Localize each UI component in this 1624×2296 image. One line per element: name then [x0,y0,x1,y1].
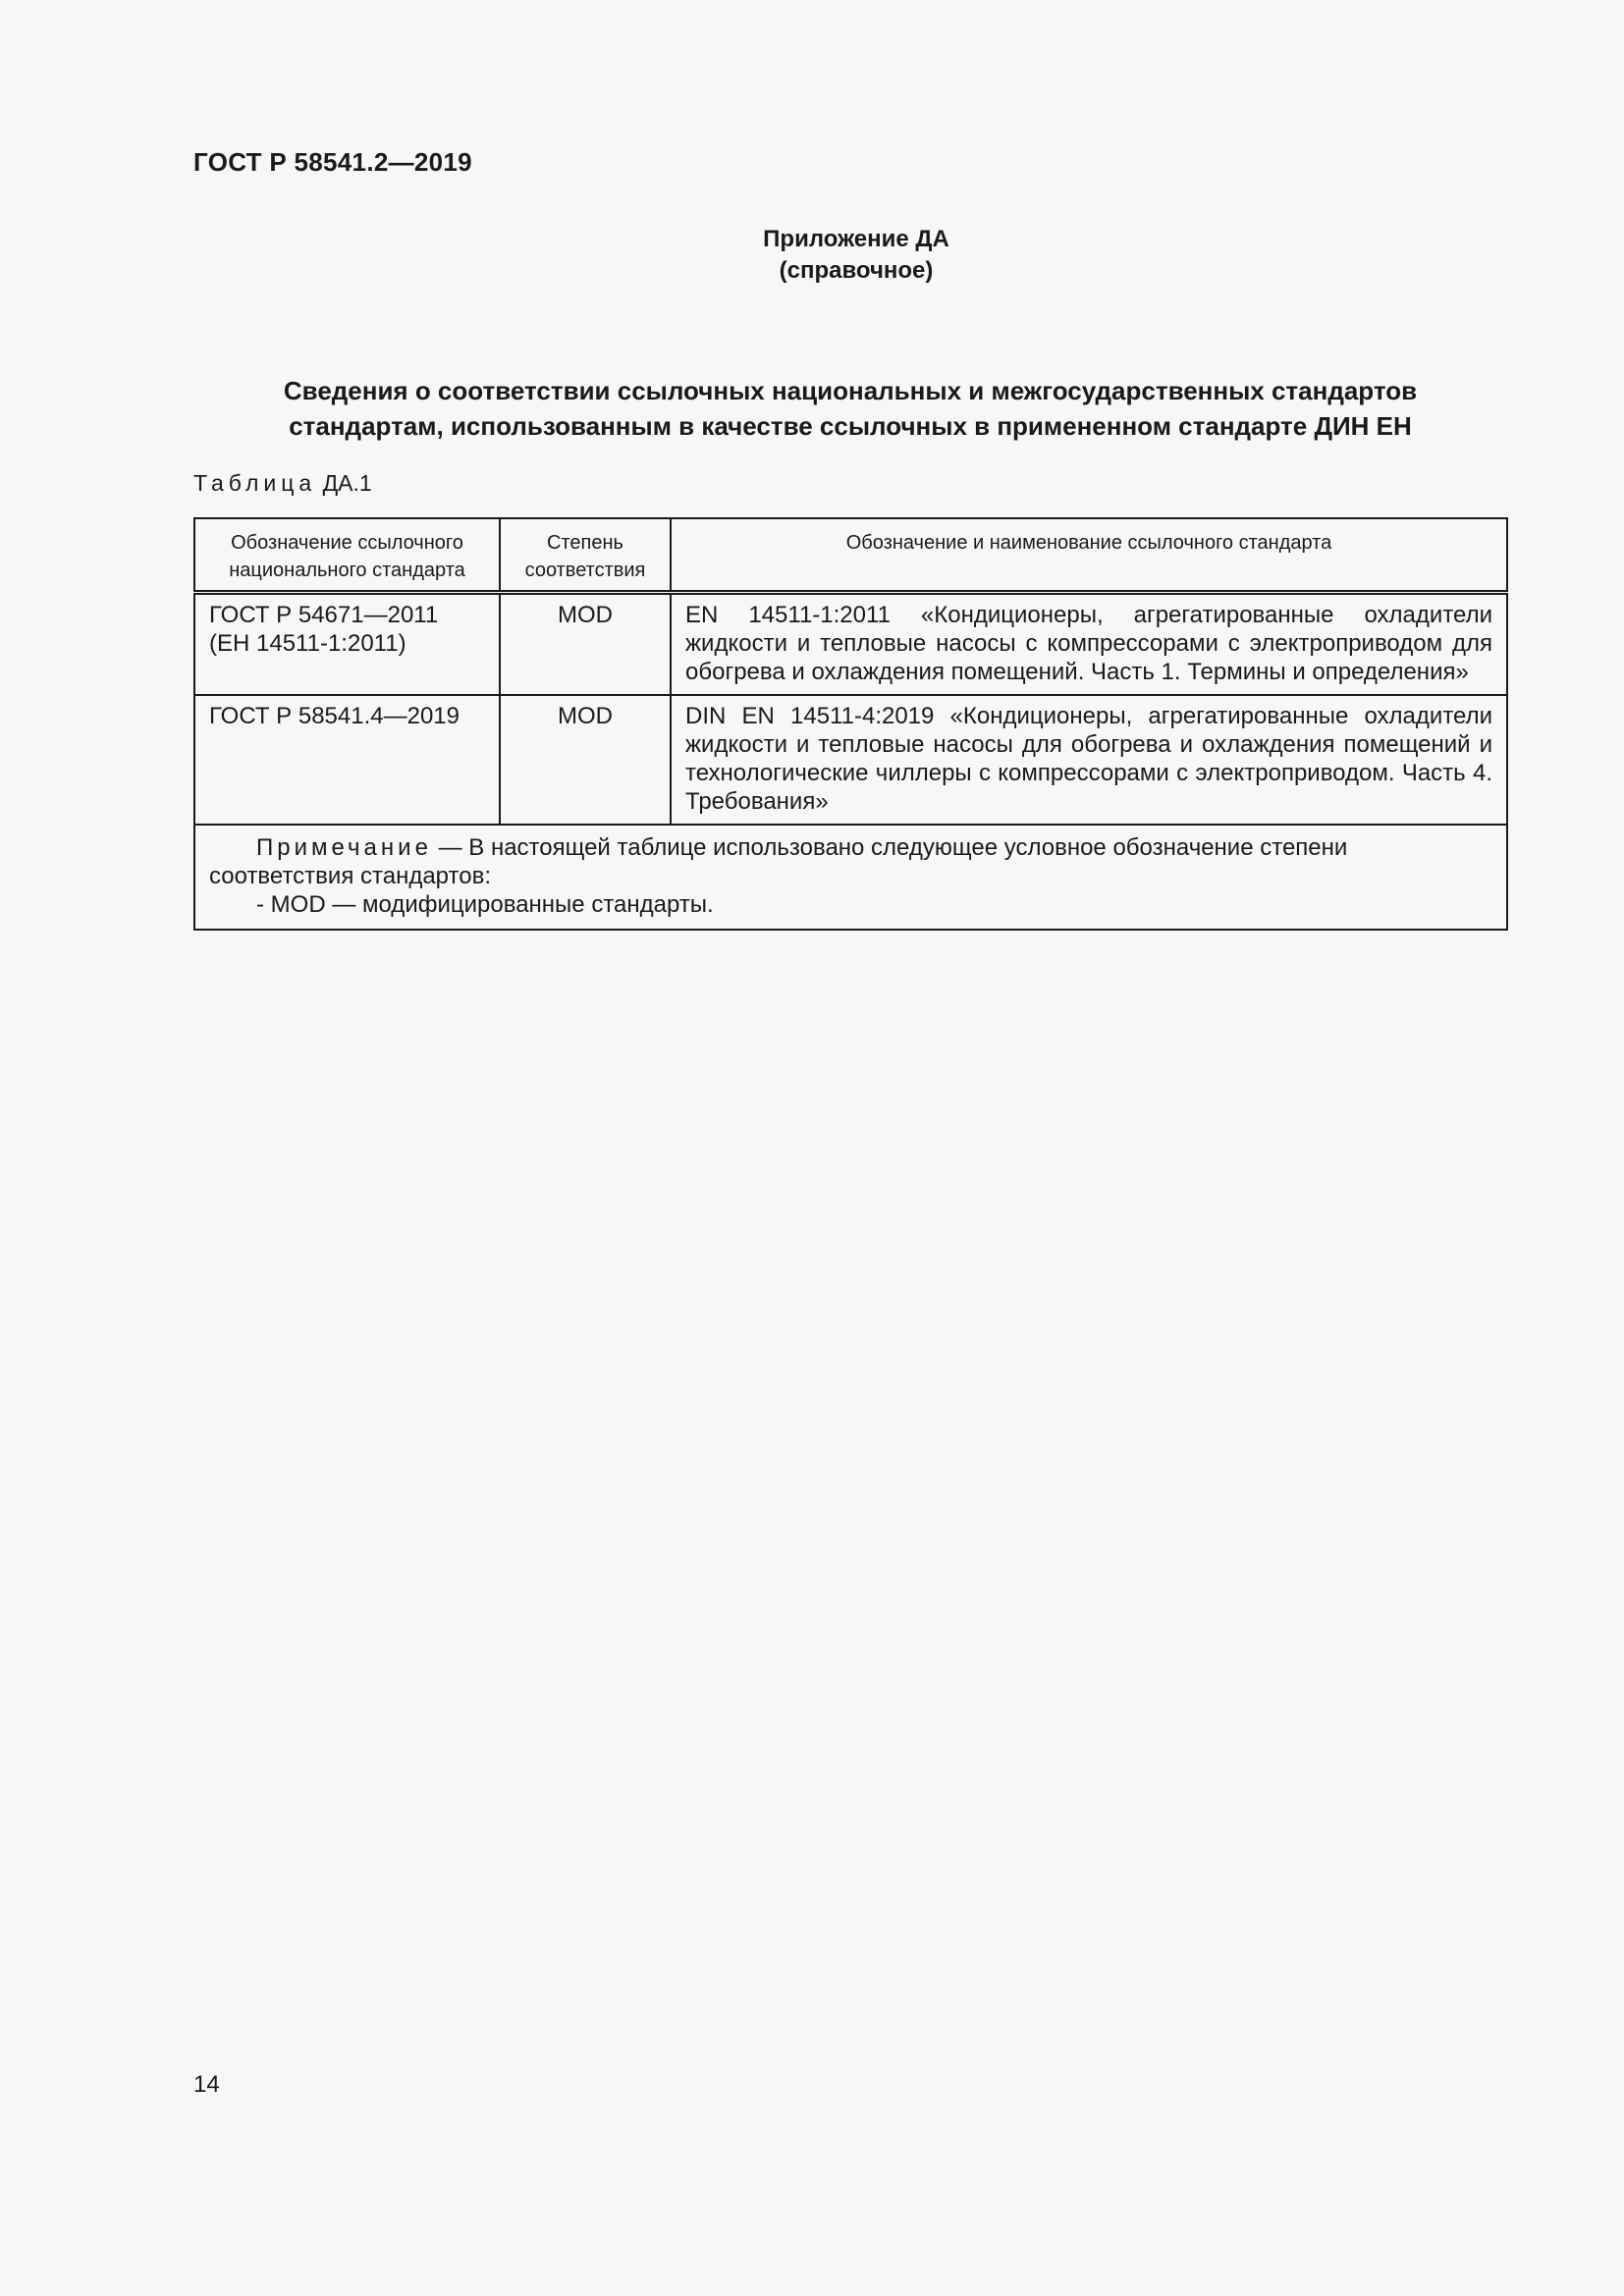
header-designation-line2: национального стандарта [229,560,465,581]
section-title-line1: Сведения о соответствии ссылочных национальных и межгосударственных стандартов [283,376,1418,405]
header-reference [671,518,1507,593]
row-reference: EN 14511-1:2011 «Кондиционеры, агрегатированные охладители жидкости и тепловые насосы с компрессорами с электроприводом для обогрева и охлаждения помещений. Часть 1. Термины и определения» [671,593,1507,696]
row-designation [194,695,500,825]
header-degree [500,518,671,593]
header-degree-line2: соответствия [524,560,646,581]
note-body: — В настоящей таблице использовано следующее условное обозначение степени соответствия стандартов: [209,834,1348,889]
header-designation [194,518,500,593]
appendix-subtitle: (справочное) [779,257,934,284]
standards-table [193,517,1508,931]
note-item: - MOD — модифицированные стандарты. [256,891,714,918]
row-reference: DIN EN 14511-4:2019 «Кондиционеры, агрегатированные охладители жидкости и тепловые насосы для обогрева и охлаждения помещений и технологические чиллеры с компрессорами с электроприводом. Часть 4. Требования» [671,695,1507,825]
document-code: ГОСТ Р 58541.2—2019 [193,147,472,177]
section-title-line2: стандартам, использованным в качестве ссылочных в примененном стандарте ДИН ЕН [289,411,1412,441]
section-title [193,373,1507,444]
table-note [194,825,1507,930]
row-degree: MOD [500,593,671,696]
appendix-heading [0,224,1624,287]
table-caption [193,470,372,497]
table-header-row [194,518,1507,593]
table-caption-number: ДА.1 [322,470,372,496]
table-row [194,695,1507,825]
note-label: Примечание [256,834,432,861]
table-caption-label: Таблица [193,470,317,496]
row-designation-line2: (ЕН 14511-1:2011) [209,630,406,657]
header-reference-text: Обозначение и наименование ссылочного стандарта [845,532,1332,554]
row-degree: MOD [500,695,671,825]
header-degree-line1: Степень [547,532,623,554]
row-designation [194,593,500,696]
note-text [209,833,1492,890]
page-number: 14 [193,2071,220,2098]
table-row [194,593,1507,696]
row-designation-line1: ГОСТ Р 58541.4—2019 [209,703,460,729]
row-designation-line1: ГОСТ Р 54671—2011 [209,602,439,628]
table-note-row [194,825,1507,930]
header-designation-line1: Обозначение ссылочного [231,532,463,554]
appendix-title: Приложение ДА [763,226,949,252]
